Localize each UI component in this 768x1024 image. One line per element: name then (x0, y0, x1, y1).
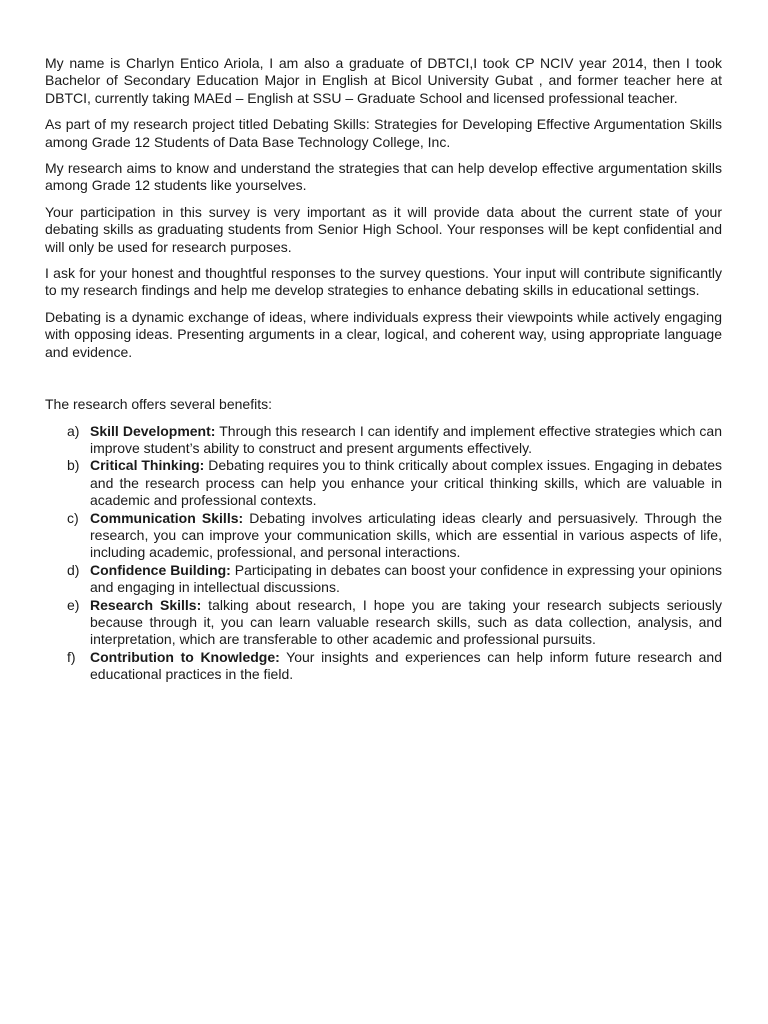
intro-paragraph: I ask for your honest and thoughtful responses to the survey questions. Your input will contribute significantly to my research findings and help me develop strategies to enhance debating skills in educational settings. (45, 265, 722, 299)
list-marker: c) (67, 509, 79, 526)
benefit-term: Research Skills: (90, 596, 202, 613)
benefit-text: Your insights and experiences can help inform future research and educational practices in the field. (90, 648, 723, 683)
benefits-intro: The research offers several benefits: (45, 396, 272, 413)
benefit-term: Communication Skills: (90, 509, 244, 526)
intro-paragraph: My name is Charlyn Entico Ariola, I am also a graduate of DBTCI,I took CP NCIV year 2014, then I took Bachelor of Secondary Education Major in English at Bicol University Gubat , and former teacher here at DBTCI, currently taking MAEd – English at SSU – Graduate School and licensed professional teacher. (45, 55, 722, 106)
benefit-item-research-skills (45, 597, 722, 649)
benefits-list (45, 423, 722, 684)
benefit-item-communication-skills (45, 510, 722, 562)
benefit-term: Confidence Building: (90, 561, 231, 578)
document-page (45, 55, 722, 684)
section-spacer (45, 370, 722, 396)
benefit-text: Participating in debates can boost your confidence in expressing your opinions and engaging in intellectual discussions. (90, 561, 722, 596)
intro-paragraph: Your participation in this survey is very important as it will provide data about the current state of your debating skills as graduating students from Senior High School. Your responses will be kept confidential and will only be used for research purposes. (45, 203, 722, 255)
benefit-term: Critical Thinking: (90, 457, 205, 474)
list-marker: a) (67, 422, 80, 439)
benefit-text: Through this research I can identify and implement effective strategies which can improve student’s ability to construct and present arguments effectively. (90, 422, 722, 456)
list-marker: b) (67, 457, 80, 474)
intro-paragraph: Debating is a dynamic exchange of ideas, where individuals express their viewpoints while actively engaging with opposing ideas. Presenting arguments in a clear, logical, and coherent way, using appropriate language and evidence. (45, 308, 722, 360)
benefit-text: Debating involves articulating ideas clearly and persuasively. Through the research, you can improve your communication skills, which are essential in various aspects of life, including academic, professional, and personal interactions. (90, 509, 722, 561)
intro-paragraph: As part of my research project titled Debating Skills: Strategies for Developing Effective Argumentation Skills among Grade 12 Students of Data Base Technology College, Inc. (45, 116, 722, 150)
benefit-term: Contribution to Knowledge: (90, 648, 280, 665)
benefit-text: talking about research, I hope you are taking your research subjects seriously because through it, you can learn valuable research skills, such as data collection, analysis, and interpretation, which are transferable to other academic and professional pursuits. (90, 596, 722, 648)
benefit-item-skill-development (45, 423, 722, 458)
list-marker: d) (67, 561, 80, 578)
benefit-item-confidence-building (45, 562, 722, 597)
benefit-item-contribution-to-knowledge (45, 649, 722, 684)
benefit-item-critical-thinking (45, 457, 722, 509)
list-marker: e) (67, 596, 80, 613)
benefit-text: Debating requires you to think critically about complex issues. Engaging in debates and the research process can help you enhance your critical thinking skills, which are valuable in academic and professional contexts. (90, 457, 723, 509)
list-marker: f) (67, 648, 76, 665)
intro-paragraph: My research aims to know and understand the strategies that can help develop effective argumentation skills among Grade 12 students like yourselves. (45, 160, 722, 194)
benefit-term: Skill Development: (90, 422, 216, 439)
